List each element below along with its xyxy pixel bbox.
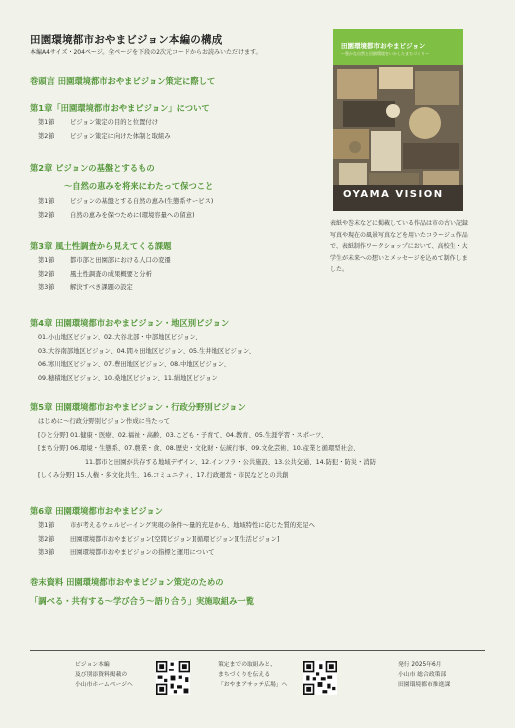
- section-number: 第1節: [38, 198, 55, 205]
- chapter-5: [30, 402, 490, 483]
- chapter-4-heading: 第4章 田園環境都市おやまビジョン・地区別ビジョン: [30, 318, 230, 328]
- footer-line: まちづくりを伝える: [218, 672, 271, 678]
- chapter-3-heading: 第3章 風土性調査から見えてくる課題: [30, 241, 172, 251]
- chapter-6-item: [30, 546, 490, 560]
- footer-line: 策定までの取組みと、: [218, 662, 276, 668]
- page-subtitle: 本編A4サイズ・204ページ。全ページを下段の2次元コードからお読みいただけます。: [30, 49, 262, 56]
- chapter-6-item: [30, 533, 490, 547]
- field-vision-line: [まち分野] 06.環境・生態系、07.農業・食、08.歴史・文化財・伝統行事、09.文化芸術、10.産業と循環型社会、: [38, 445, 360, 452]
- section-number: 第1節: [38, 257, 55, 264]
- district-vision-line: 01.小山地区ビジョン、02.大谷北部・中部地区ビジョン、: [38, 334, 202, 341]
- publish-date: 発行 2025年6月: [398, 662, 442, 668]
- footer-line: 「おやまアサッテ広場」へ: [218, 682, 288, 688]
- chapter-1-heading: 第1章「田園環境都市おやまビジョン」について: [30, 103, 210, 113]
- preface-heading: 巻頭言 田園環境都市おやまビジョン策定に際して: [30, 76, 216, 86]
- appendix-heading: 巻末資料 田園環境都市おやまビジョン策定のための: [30, 577, 224, 587]
- section-number: 第2節: [38, 211, 55, 219]
- chapter-4: [30, 318, 490, 385]
- cover-subtitle: 〜豊かな自然と田園環境をいかしたまちづくり〜: [341, 51, 429, 56]
- section-number: 第1節: [38, 119, 55, 126]
- footer-line: ビジョン本編: [75, 662, 110, 668]
- section-title: 風土性調査の成果概要と分析: [70, 270, 152, 278]
- footer-middle-text: [218, 660, 287, 690]
- footer-line: 小山市ホームページへ: [75, 682, 133, 688]
- section-title: 田園環境都市おやまビジョンの指標と運用について: [70, 549, 215, 556]
- footer-left-text: [75, 660, 133, 690]
- chapter-6-item: [30, 519, 490, 533]
- district-vision-line: 09.穂積地区ビジョン、10.桑地区ビジョン、11.絹地区ビジョン: [38, 374, 218, 382]
- section-number: 第3節: [38, 549, 55, 556]
- appendix-section: [30, 577, 490, 607]
- chapter-2-subheading: 〜自然の恵みを将来にわたって保つこと: [64, 181, 214, 191]
- section-number: 第1節: [38, 522, 55, 529]
- footer-publisher: [398, 660, 450, 690]
- field-vision-line: はじめに〜行政分野別ビジョン作成に当たって: [38, 418, 171, 425]
- section-title: 市が考えるウェルビーイング実現の条件〜量的充足から、地域特性に応じた質的充足へ: [70, 522, 315, 529]
- chapter-6-heading: 第6章 田園環境都市おやまビジョン: [30, 506, 163, 516]
- chapter-2-heading: 第2章 ビジョンの基盤とするもの: [30, 163, 155, 173]
- section-number: 第2節: [38, 270, 55, 278]
- section-title: 都市部と田園部における人口の変遷: [70, 257, 171, 264]
- chapter-5-heading: 第5章 田園環境都市おやまビジョン・行政分野別ビジョン: [30, 402, 246, 412]
- appendix-subheading: 「調べる・共有する〜学び合う〜語り合う」実施取組み一覧: [30, 596, 255, 606]
- qr-code-icon[interactable]: [156, 661, 190, 695]
- page-title: 田園環境都市おやまビジョン本編の構成: [30, 34, 223, 46]
- footer-line: 及び別添資料掲載の: [75, 672, 128, 678]
- section-number: 第3節: [38, 284, 55, 291]
- cover-title: 田園環境都市おやまビジョン: [341, 42, 426, 50]
- section-title: 田園環境都市おやまビジョン[空間ビジョン][循環ビジョン][生活ビジョン]: [70, 535, 280, 543]
- field-vision-line: [ひと分野] 01.健康・医療、02.福祉・高齢、03.こども・子育て、04.教育、05.生涯学習・スポーツ、: [38, 431, 328, 439]
- cover-brand: OYAMA VISION: [343, 189, 444, 200]
- section-number: 第2節: [38, 132, 55, 140]
- publisher-department: 小山市 総合政策部: [398, 672, 447, 678]
- cover-image: [333, 29, 463, 211]
- field-vision-line: 11.都市と田園が共存する地域デザイン、12.インフラ・公共施設、13.公共交通、14.防犯・防災・消防: [85, 458, 376, 466]
- chapter-3-item: [30, 281, 490, 295]
- section-title: 自然の恵みを保つために(環境容量への留意): [70, 211, 195, 219]
- publisher-division: 田園環境都市推進課: [398, 682, 451, 688]
- section-title: ビジョンの基盤とする自然の恵み(生態系サービス): [70, 198, 214, 205]
- district-vision-line: 03.大谷南部地区ビジョン、04.間々田地区ビジョン、05.生井地区ビジョン、: [38, 347, 256, 355]
- section-title: 解決すべき課題の設定: [70, 284, 133, 291]
- chapter-6: [30, 506, 490, 560]
- section-title: ビジョン策定の目的と位置付け: [70, 119, 159, 126]
- cover-caption: 表紙や巻末などに掲載している作品は市の古い記録写真や現在の風景写真などを用いたコラージュ作品で、表紙制作ワークショップにおいて、高校生・大学生が未来への想いとメッセージを込めて制作しました。: [330, 220, 469, 273]
- section-title: ビジョン策定に向けた体制と取組み: [70, 132, 171, 140]
- district-vision-line: 06.寒川地区ビジョン、07.豊田地区ビジョン、08.中地区ビジョン、: [38, 361, 230, 368]
- footer-divider: [30, 650, 485, 651]
- field-vision-line: [しくみ分野] 15.人権・多文化共生、16.コミュニティ、17.行政運営・市民などとの共創: [38, 472, 289, 479]
- qr-code-icon[interactable]: [303, 661, 337, 695]
- section-number: 第2節: [38, 535, 55, 543]
